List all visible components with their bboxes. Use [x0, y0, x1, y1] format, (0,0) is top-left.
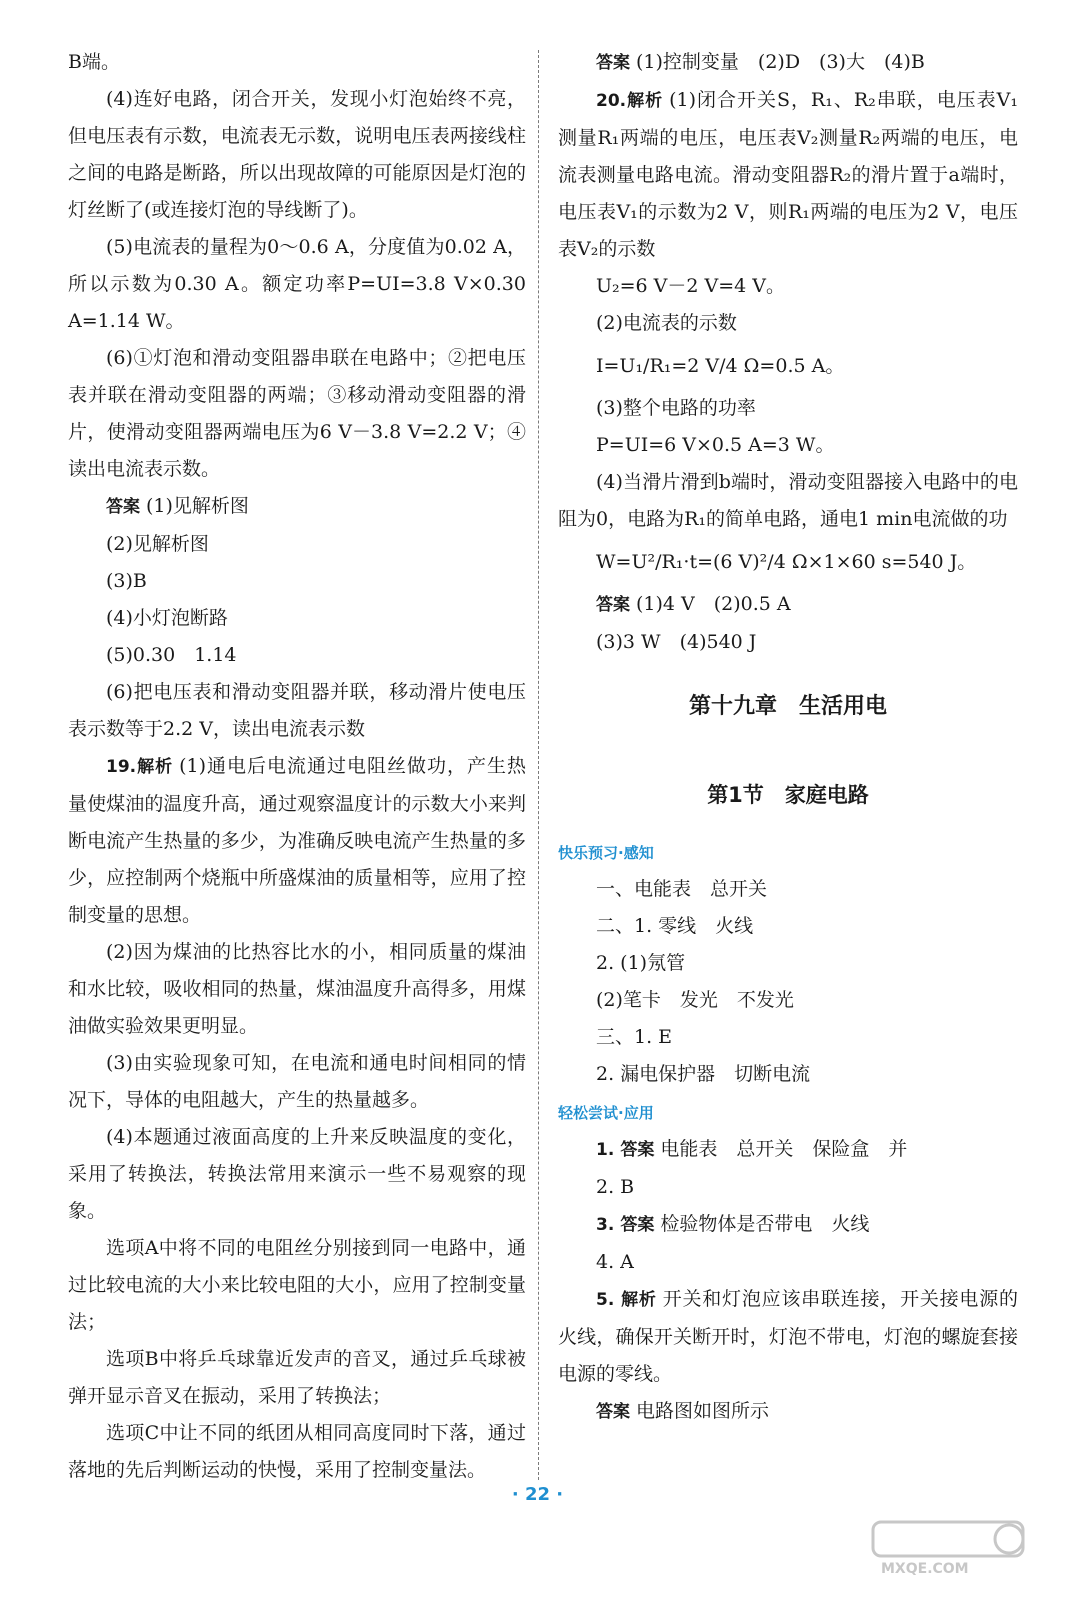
page-number: · 22 · [511, 1484, 564, 1505]
question-3: 3. 答案 检验物体是否带电 火线 [596, 1213, 870, 1235]
paragraph: (6)①灯泡和滑动变阻器串联在电路中；②把电压表并联在滑动变阻器的两端；③移动滑动变阻器的滑片，使滑动变阻器两端电压为6 V－3.8 V=2.2 V；④读出电流表示数。 [68, 347, 526, 480]
chapter-title: 第十九章 生活用电 [688, 694, 887, 719]
right-column [558, 44, 1018, 1431]
question-1: 1. 答案 电能表 总开关 保险盒 并 [596, 1138, 908, 1160]
answer-item: 2. (1)氖管 [596, 952, 686, 974]
analysis-label: 解析 [626, 91, 664, 111]
paragraph: (4)连好电路，闭合开关，发现小灯泡始终不亮，但电压表有示数，电流表无示数，说明电压表两接线柱之间的电路是断路，所以出现故障的可能原因是灯泡的灯丝断了(或连接灯泡的导线断了)。 [68, 88, 526, 221]
answer-line: 答案 (1)见解析图 [106, 495, 249, 517]
answer-item: (5)0.30 1.14 [106, 644, 237, 666]
svg-text:MXQE.COM: MXQE.COM [881, 1561, 969, 1577]
answer-item: (4)小灯泡断路 [106, 607, 228, 629]
answer-label: 答案 [620, 1215, 655, 1235]
watermark-logo [869, 1518, 1039, 1580]
practice-section-header: 轻松尝试·应用 [558, 1104, 654, 1122]
formula: W=U²/R₁·t=(6 V)²/4 Ω×1×60 s=540 J。 [596, 551, 977, 573]
answer-label: 答案 [106, 497, 140, 517]
answer-item: 一、电能表 总开关 [596, 878, 768, 900]
answer-item: (3)3 W (4)540 J [596, 631, 757, 653]
paragraph: (3)由实验现象可知，在电流和通电时间相同的情况下，导体的电阻越大，产生的热量越多。 [68, 1052, 526, 1111]
question-2: 2. B [596, 1176, 635, 1198]
column-divider [538, 50, 539, 1480]
preview-section-header: 快乐预习·感知 [558, 844, 654, 862]
answer-item: (2)见解析图 [106, 533, 209, 555]
formula: P=UI=6 V×0.5 A=3 W。 [596, 434, 835, 456]
answer-line: 答案 (1)4 V (2)0.5 A [596, 593, 791, 615]
answer-line: 答案 (1)控制变量 (2)D (3)大 (4)B [596, 51, 925, 73]
question-20: 20.解析 (1)闭合开关S，R₁、R₂串联，电压表V₁测量R₁两端的电压，电压表V₂测量R₂两端的电压，电流表测量电路电流。滑动变阻器R₂的滑片置于a端时，电压表V₁的示数为2 V，则R₁两端的电压为2 V，电压表V₂的示数 [558, 89, 1018, 260]
answer-label: 答案 [620, 1140, 655, 1160]
paragraph: (4)本题通过液面高度的上升来反映温度的变化，采用了转换法，转换法常用来演示一些不易观察的现象。 [68, 1126, 526, 1222]
analysis-label: 解析 [621, 1290, 657, 1310]
analysis-label: 解析 [136, 757, 174, 777]
section-title: 第1节 家庭电路 [707, 783, 869, 807]
formula: U₂=6 V－2 V=4 V。 [596, 275, 786, 297]
question-5: 5. 解析 开关和灯泡应该串联连接，开关接电源的火线，确保开关断开时，灯泡不带电，灯泡的螺旋套接电源的零线。 [558, 1288, 1018, 1385]
paragraph: 选项A中将不同的电阻丝分别接到同一电路中，通过比较电流的大小来比较电阻的大小，应用了控制变量法； [68, 1237, 526, 1333]
answer-item: (6)把电压表和滑动变阻器并联，移动滑片使电压表示数等于2.2 V，读出电流表示数 [68, 681, 526, 740]
formula: I=U₁/R₁=2 V/4 Ω=0.5 A。 [596, 355, 845, 377]
paragraph: (5)电流表的量程为0～0.6 A，分度值为0.02 A，所以示数为0.30 A。额定功率P=UI=3.8 V×0.30 A=1.14 W。 [68, 236, 526, 332]
left-column [68, 44, 526, 1489]
text-line: (3)整个电路的功率 [596, 397, 756, 419]
paragraph: (4)当滑片滑到b端时，滑动变阻器接入电路中的电阻为0，电路为R₁的简单电路，通电1 min电流做的功 [558, 471, 1018, 530]
answer-label: 答案 [596, 53, 630, 73]
answer-line: 答案 电路图如图所示 [596, 1400, 770, 1422]
paragraph: 选项C中让不同的纸团从相同高度同时下落，通过落地的先后判断运动的快慢，采用了控制变量法。 [68, 1422, 526, 1481]
paragraph: (2)因为煤油的比热容比水的小，相同质量的煤油和水比较，吸收相同的热量，煤油温度升高得多，用煤油做实验效果更明显。 [68, 941, 526, 1037]
paragraph: 选项B中将乒乓球靠近发声的音叉，通过乒乓球被弹开显示音叉在振动，采用了转换法； [68, 1348, 526, 1407]
question-4: 4. A [596, 1251, 634, 1273]
answer-item: 三、1. E [596, 1026, 673, 1048]
text-line: B端。 [68, 51, 120, 73]
answer-item: (3)B [106, 570, 147, 592]
answer-item: 2. 漏电保护器 切断电流 [596, 1063, 811, 1085]
answer-item: 二、1. 零线 火线 [596, 915, 754, 937]
answer-item: (2)笔卡 发光 不发光 [596, 989, 794, 1011]
answer-label: 答案 [596, 595, 630, 615]
answer-label: 答案 [596, 1402, 630, 1422]
question-19: 19.解析 (1)通电后电流通过电阻丝做功，产生热量使煤油的温度升高，通过观察温度计的示数大小来判断电流产生热量的多少，为准确反映电流产生热量的多少，应控制两个烧瓶中所盛煤油的质量相等，应用了控制变量的思想。 [68, 755, 527, 926]
text-line: (2)电流表的示数 [596, 312, 737, 334]
